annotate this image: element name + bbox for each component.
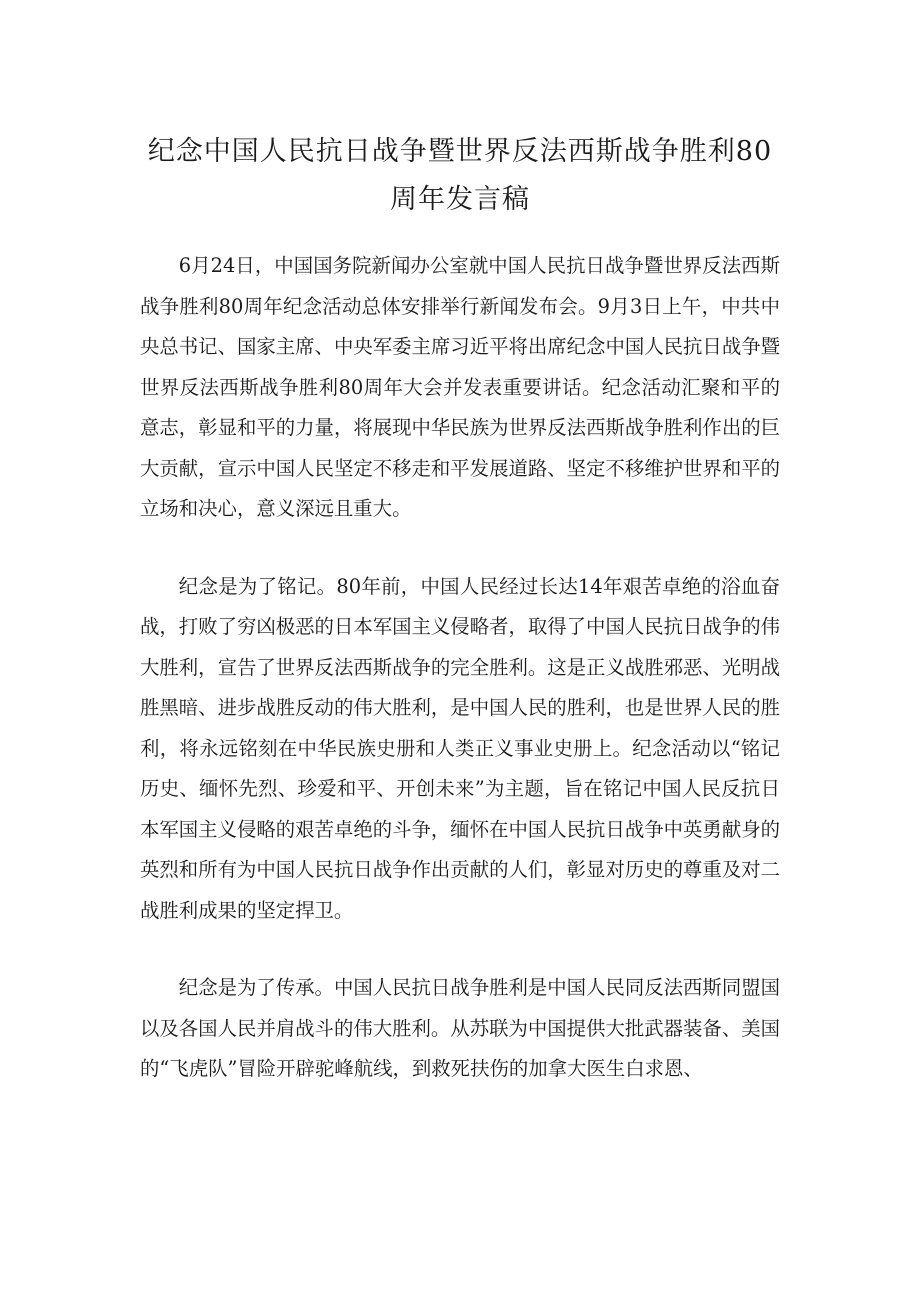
title-line-2: 周年发言稿 [390, 184, 530, 215]
document-title [140, 128, 780, 224]
document-body [140, 246, 780, 1127]
paragraph-1: 6月24日，中国国务院新闻办公室就中国人民抗日战争暨世界反法西斯战争胜利80周年纪念活动总体安排举行新闻发布会。9月3日上午，中共中央总书记、国家主席、中央军委主席习近平将出席纪念中国人民抗日战争暨世界反法西斯战争胜利80周年大会并发表重要讲话。纪念活动汇聚和平的意志，彰显和平的力量，将展现中华民族为世界反法西斯战争胜利作出的巨大贡献，宣示中国人民坚定不移走和平发展道路、坚定不移维护世界和平的立场和决心，意义深远且重大。 [140, 254, 780, 520]
title-line-1: 纪念中国人民抗日战争暨世界反法西斯战争胜利80 [147, 136, 773, 167]
paragraph-2: 纪念是为了铭记。80年前，中国人民经过长达14年艰苦卓绝的浴血奋战，打败了穷凶极恶的日本军国主义侵略者，取得了中国人民抗日战争的伟大胜利，宣告了世界反法西斯战争的完全胜利。这是正义战胜邪恶、光明战胜黑暗、进步战胜反动的伟大胜利，是中国人民的胜利，也是世界人民的胜利，将永远铭刻在中华民族史册和人类正义事业史册上。纪念活动以“铭记历史、缅怀先烈、珍爱和平、开创未来”为主题，旨在铭记中国人民反抗日本军国主义侵略的艰苦卓绝的斗争，缅怀在中国人民抗日战争中英勇献身的英烈和所有为中国人民抗日战争作出贡献的人们，彰显对历史的尊重及对二战胜利成果的坚定捍卫。 [140, 574, 780, 922]
paragraph-3: 纪念是为了传承。中国人民抗日战争胜利是中国人民同反法西斯同盟国以及各国人民并肩战斗的伟大胜利。从苏联为中国提供大批武器装备、美国的“飞虎队”冒险开辟驼峰航线，到救死扶伤的加拿大医生白求恩、 [140, 976, 780, 1080]
